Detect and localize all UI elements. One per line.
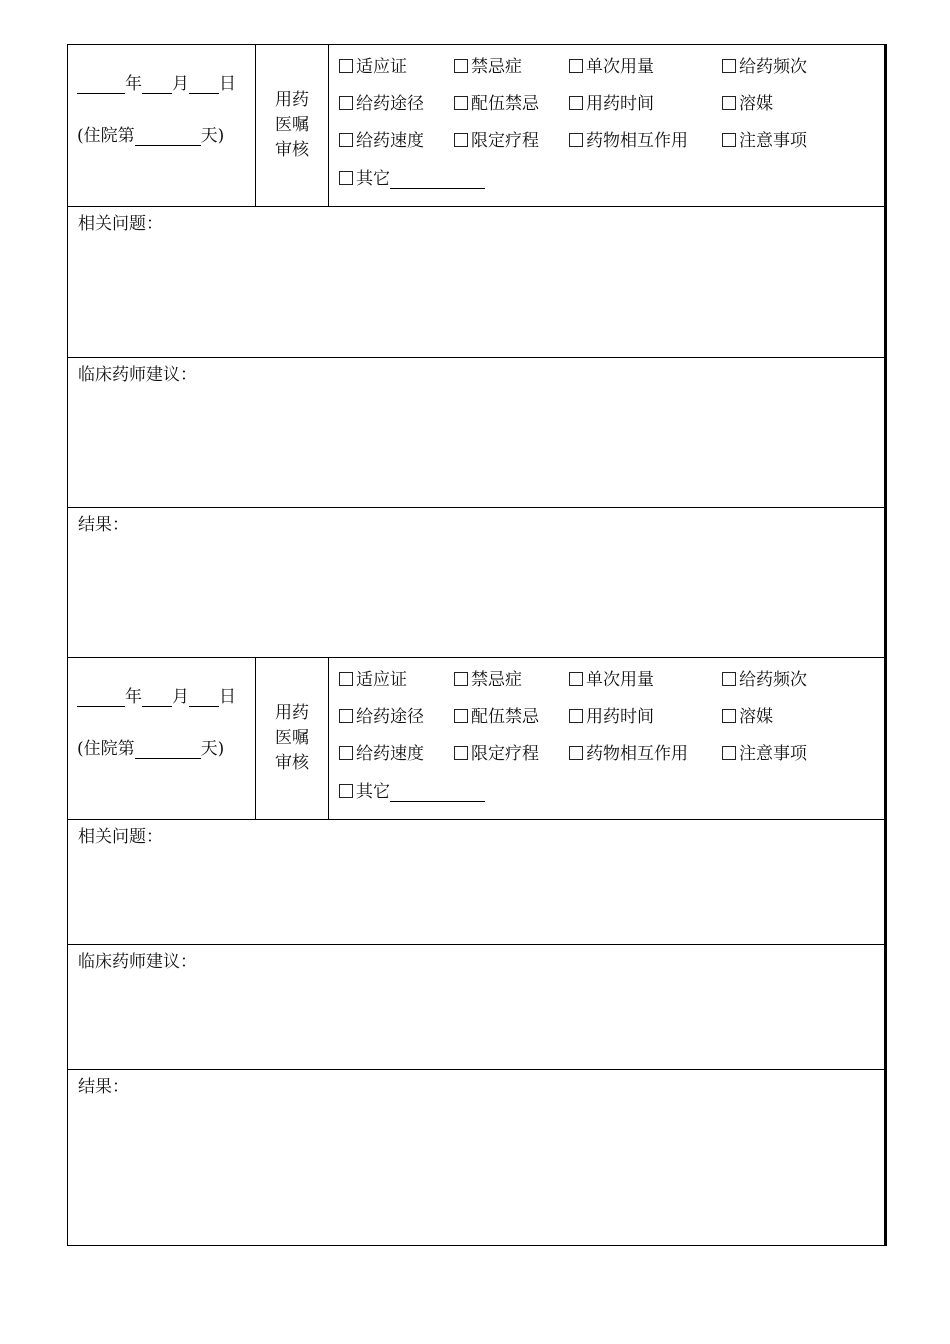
day-label: 日 — [219, 687, 236, 707]
checkbox-other[interactable]: 其它 — [339, 777, 485, 802]
checklist-cell — [329, 658, 884, 819]
advice-label: 临床药师建议： — [78, 365, 197, 385]
checkbox-icon[interactable] — [454, 96, 468, 110]
stay-suffix: 天) — [200, 126, 225, 146]
other-blank[interactable] — [390, 170, 485, 189]
checkbox-icon[interactable] — [454, 59, 468, 73]
checkbox-icon[interactable] — [722, 746, 736, 760]
result-row[interactable] — [68, 508, 884, 658]
review-label-line: 用药 — [275, 703, 309, 723]
problem-label: 相关问题： — [78, 214, 163, 234]
review-label-cell — [256, 658, 329, 819]
checkbox-icon[interactable] — [454, 709, 468, 723]
stay-prefix: (住院第 — [77, 126, 135, 146]
checkbox-icon[interactable] — [569, 746, 583, 760]
checklist-cell — [329, 45, 884, 206]
checkbox-single-dose[interactable]: 单次用量 — [569, 665, 654, 690]
checkbox-icon[interactable] — [569, 709, 583, 723]
checkbox-solvent[interactable]: 溶媒 — [722, 702, 773, 727]
checkbox-contraindication[interactable]: 禁忌症 — [454, 665, 522, 690]
stay-day-line — [77, 121, 224, 146]
result-label: 结果： — [78, 515, 129, 535]
checkbox-icon[interactable] — [454, 672, 468, 686]
review-header-row — [68, 45, 884, 207]
checkbox-icon[interactable] — [339, 784, 353, 798]
checkbox-solvent[interactable]: 溶媒 — [722, 89, 773, 114]
checkbox-icon[interactable] — [339, 672, 353, 686]
checkbox-icon[interactable] — [722, 709, 736, 723]
checkbox-icon[interactable] — [454, 133, 468, 147]
checkbox-icon[interactable] — [339, 709, 353, 723]
checkbox-icon[interactable] — [339, 133, 353, 147]
checkbox-incompatibility[interactable]: 配伍禁忌 — [454, 702, 539, 727]
checkbox-icon[interactable] — [569, 133, 583, 147]
medication-review-form — [67, 44, 887, 1246]
checkbox-route[interactable]: 给药途径 — [339, 89, 424, 114]
date-line — [77, 682, 236, 707]
month-label: 月 — [172, 74, 189, 94]
date-cell — [68, 658, 256, 819]
month-label: 月 — [172, 687, 189, 707]
stay-days-blank[interactable] — [135, 740, 201, 759]
review-label-line: 审核 — [275, 140, 309, 160]
review-label-cell — [256, 45, 329, 206]
stay-suffix: 天) — [200, 739, 225, 759]
checkbox-course-limit[interactable]: 限定疗程 — [454, 739, 539, 764]
checkbox-interaction[interactable]: 药物相互作用 — [569, 739, 688, 764]
checkbox-icon[interactable] — [339, 746, 353, 760]
checkbox-course-limit[interactable]: 限定疗程 — [454, 126, 539, 151]
year-label: 年 — [125, 687, 142, 707]
review-label-line: 审核 — [275, 753, 309, 773]
year-label: 年 — [125, 74, 142, 94]
checkbox-rate[interactable]: 给药速度 — [339, 126, 424, 151]
checkbox-icon[interactable] — [722, 133, 736, 147]
year-blank[interactable] — [77, 75, 125, 94]
month-blank[interactable] — [142, 75, 172, 94]
year-blank[interactable] — [77, 688, 125, 707]
checkbox-icon[interactable] — [339, 96, 353, 110]
checkbox-icon[interactable] — [569, 59, 583, 73]
advice-row[interactable] — [68, 945, 884, 1070]
checkbox-icon[interactable] — [454, 746, 468, 760]
day-blank[interactable] — [189, 688, 219, 707]
checkbox-icon[interactable] — [722, 59, 736, 73]
stay-day-line — [77, 734, 224, 759]
checkbox-frequency[interactable]: 给药频次 — [722, 665, 807, 690]
checkbox-rate[interactable]: 给药速度 — [339, 739, 424, 764]
other-blank[interactable] — [390, 783, 485, 802]
checkbox-other[interactable]: 其它 — [339, 164, 485, 189]
checkbox-icon[interactable] — [722, 672, 736, 686]
checkbox-icon[interactable] — [339, 59, 353, 73]
review-label-line: 医嘱 — [275, 728, 309, 748]
checkbox-timing[interactable]: 用药时间 — [569, 702, 654, 727]
checkbox-frequency[interactable]: 给药频次 — [722, 52, 807, 77]
result-label: 结果： — [78, 1077, 129, 1097]
checkbox-contraindication[interactable]: 禁忌症 — [454, 52, 522, 77]
checkbox-timing[interactable]: 用药时间 — [569, 89, 654, 114]
review-header-row — [68, 658, 884, 820]
checkbox-icon[interactable] — [339, 171, 353, 185]
problem-row[interactable] — [68, 207, 884, 358]
date-cell — [68, 45, 256, 206]
date-line — [77, 69, 236, 94]
checkbox-incompatibility[interactable]: 配伍禁忌 — [454, 89, 539, 114]
checkbox-route[interactable]: 给药途径 — [339, 702, 424, 727]
checkbox-indication[interactable]: 适应证 — [339, 665, 407, 690]
advice-label: 临床药师建议： — [78, 952, 197, 972]
checkbox-single-dose[interactable]: 单次用量 — [569, 52, 654, 77]
day-blank[interactable] — [189, 75, 219, 94]
checkbox-icon[interactable] — [569, 96, 583, 110]
checkbox-precautions[interactable]: 注意事项 — [722, 739, 807, 764]
review-label-line: 用药 — [275, 90, 309, 110]
checkbox-icon[interactable] — [722, 96, 736, 110]
month-blank[interactable] — [142, 688, 172, 707]
checkbox-indication[interactable]: 适应证 — [339, 52, 407, 77]
day-label: 日 — [219, 74, 236, 94]
result-row[interactable] — [68, 1070, 884, 1245]
checkbox-icon[interactable] — [569, 672, 583, 686]
advice-row[interactable] — [68, 358, 884, 508]
stay-prefix: (住院第 — [77, 739, 135, 759]
stay-days-blank[interactable] — [135, 127, 201, 146]
problem-label: 相关问题： — [78, 827, 163, 847]
checkbox-interaction[interactable]: 药物相互作用 — [569, 126, 688, 151]
review-label-line: 医嘱 — [275, 115, 309, 135]
checkbox-precautions[interactable]: 注意事项 — [722, 126, 807, 151]
problem-row[interactable] — [68, 820, 884, 945]
